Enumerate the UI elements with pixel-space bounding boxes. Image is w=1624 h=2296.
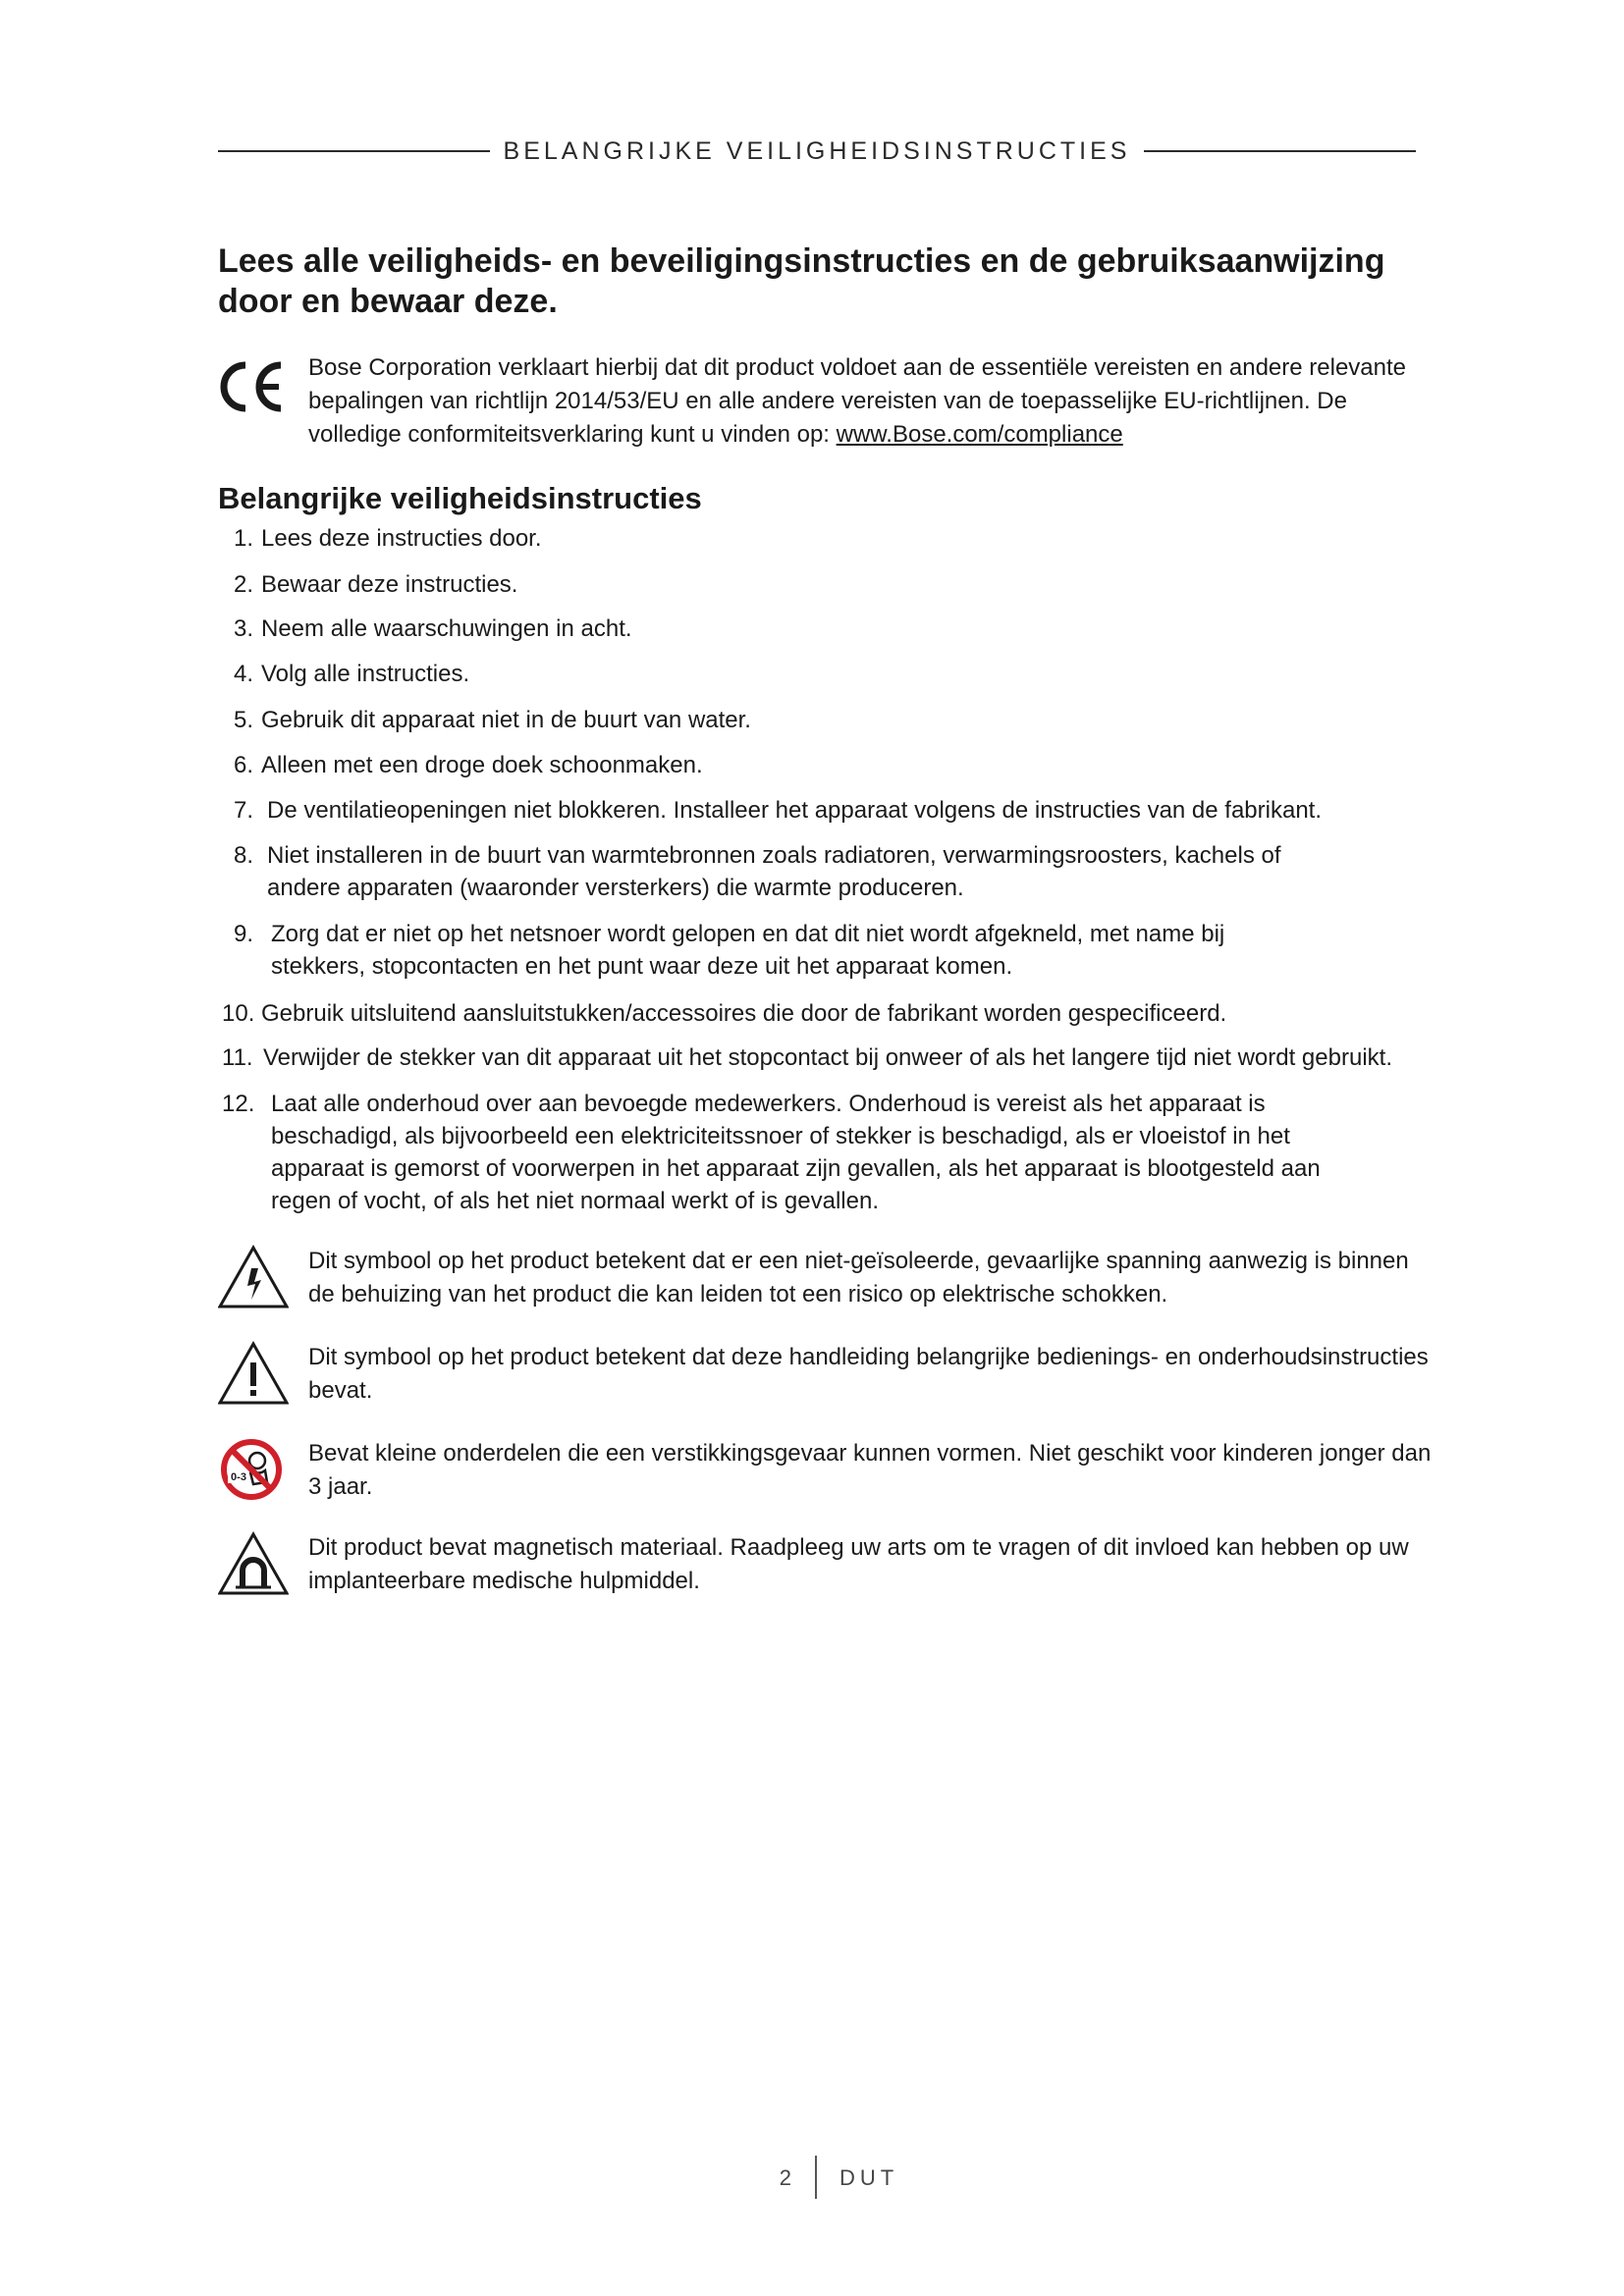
list-item-text: Lees deze instructies door. bbox=[261, 525, 542, 552]
list-item-text: Gebruik uitsluitend aansluitstukken/accessoires die door de fabrikant worden gespecificeerd. bbox=[261, 1000, 1227, 1027]
main-title: Lees alle veiligheids- en beveiligingsinstructies en de gebruiksaanwijzing door en bewaar deze. bbox=[218, 242, 1385, 320]
list-item-number: 4. bbox=[234, 661, 254, 687]
list-item-number: 8. bbox=[234, 842, 254, 869]
footer-divider bbox=[815, 2156, 817, 2199]
list-item-text: Laat alle onderhoud over aan bevoegde medewerkers. Onderhoud is vereist als het apparaat is beschadigd, als bijvoorbeeld een elektriciteitssnoer of stekker is beschadigd, als er vloeistof in het apparaat is gemorst of voorwerpen in het apparaat zijn gevallen, als het apparaat is blootgesteld aan regen of vocht, of als het niet normaal werkt of is gevallen. bbox=[271, 1091, 1321, 1214]
header-title: BELANGRIJKE VEILIGHEIDSINSTRUCTIES bbox=[503, 136, 1131, 165]
section-title: Belangrijke veiligheidsinstructies bbox=[218, 481, 702, 515]
symbol-text: Bevat kleine onderdelen die een verstikkingsgevaar kunnen vormen. Niet geschikt voor kinderen jonger dan 3 jaar. bbox=[308, 1440, 1432, 1500]
symbol-text: Dit symbool op het product betekent dat er een niet-geïsoleerde, gevaarlijke spanning aanwezig is binnen de behuizing van het product die kan leiden tot een risico op elektrische schokken. bbox=[308, 1248, 1409, 1308]
choking-hazard-icon bbox=[218, 1437, 289, 1502]
list-item-number: 6. bbox=[234, 752, 254, 778]
list-item-number: 10. bbox=[222, 1000, 255, 1027]
list-item-number: 7. bbox=[234, 797, 254, 824]
list-item-number: 12. bbox=[222, 1091, 255, 1117]
list-item-text: Neem alle waarschuwingen in acht. bbox=[261, 615, 632, 642]
ce-text bbox=[308, 351, 1437, 452]
header-rule-left bbox=[218, 150, 490, 152]
list-item-text: De ventilatieopeningen niet blokkeren. Installeer het apparaat volgens de instructies van de fabrikant. bbox=[267, 797, 1323, 824]
age-badge: 0-3 bbox=[231, 1471, 246, 1483]
list-item-text: Volg alle instructies. bbox=[261, 661, 470, 687]
symbol-text: Dit symbool op het product betekent dat deze handleiding belangrijke bedienings- en onderhoudsinstructies bevat. bbox=[308, 1344, 1429, 1404]
page-footer bbox=[0, 2156, 1624, 2199]
list-item-number: 11. bbox=[222, 1044, 253, 1071]
page-number: 2 bbox=[779, 2165, 794, 2190]
page-header bbox=[218, 133, 1416, 169]
list-item-number: 3. bbox=[234, 615, 254, 642]
list-item-number: 1. bbox=[234, 525, 254, 552]
ce-statement: Bose Corporation verklaart hierbij dat dit product voldoet aan de essentiële vereisten en andere relevante bepalingen van richtlijn 2014/53/EU en alle andere vereisten van de toepasselijke EU-richtlijnen. De volledige conformiteitsverklaring kunt u vinden op: bbox=[308, 354, 1407, 448]
list-item-text: Gebruik dit apparaat niet in de buurt van water. bbox=[261, 707, 751, 733]
electric-shock-warning-icon bbox=[218, 1245, 289, 1309]
list-item-text: Verwijder de stekker van dit apparaat uit het stopcontact bij onweer of als het langere tijd niet wordt gebruikt. bbox=[263, 1044, 1392, 1071]
list-item-number: 5. bbox=[234, 707, 254, 733]
list-item-text: Niet installeren in de buurt van warmtebronnen zoals radiatoren, verwarmingsroosters, kachels of andere apparaten (waaronder versterkers) die warmte produceren. bbox=[267, 842, 1281, 901]
ce-mark-icon bbox=[218, 359, 285, 414]
header-rule-right bbox=[1144, 150, 1416, 152]
exclamation-warning-icon bbox=[218, 1341, 289, 1406]
list-item-number: 2. bbox=[234, 571, 254, 598]
list-item-text: Zorg dat er niet op het netsnoer wordt gelopen en dat dit niet wordt afgekneld, met name bij stekkers, stopcontacten en het punt waar deze uit het apparaat komen. bbox=[271, 921, 1225, 980]
language-code: DUT bbox=[839, 2165, 899, 2190]
list-item-text: Alleen met een droge doek schoonmaken. bbox=[261, 752, 703, 778]
magnet-warning-icon bbox=[218, 1531, 289, 1596]
compliance-link[interactable]: www.Bose.com/compliance bbox=[836, 421, 1123, 448]
list-item-text: Bewaar deze instructies. bbox=[261, 571, 518, 598]
symbol-text: Dit product bevat magnetisch materiaal. Raadpleeg uw arts om te vragen of dit invloed kan hebben op uw implanteerbare medische hulpmiddel. bbox=[308, 1534, 1409, 1594]
list-item-number: 9. bbox=[234, 921, 254, 947]
